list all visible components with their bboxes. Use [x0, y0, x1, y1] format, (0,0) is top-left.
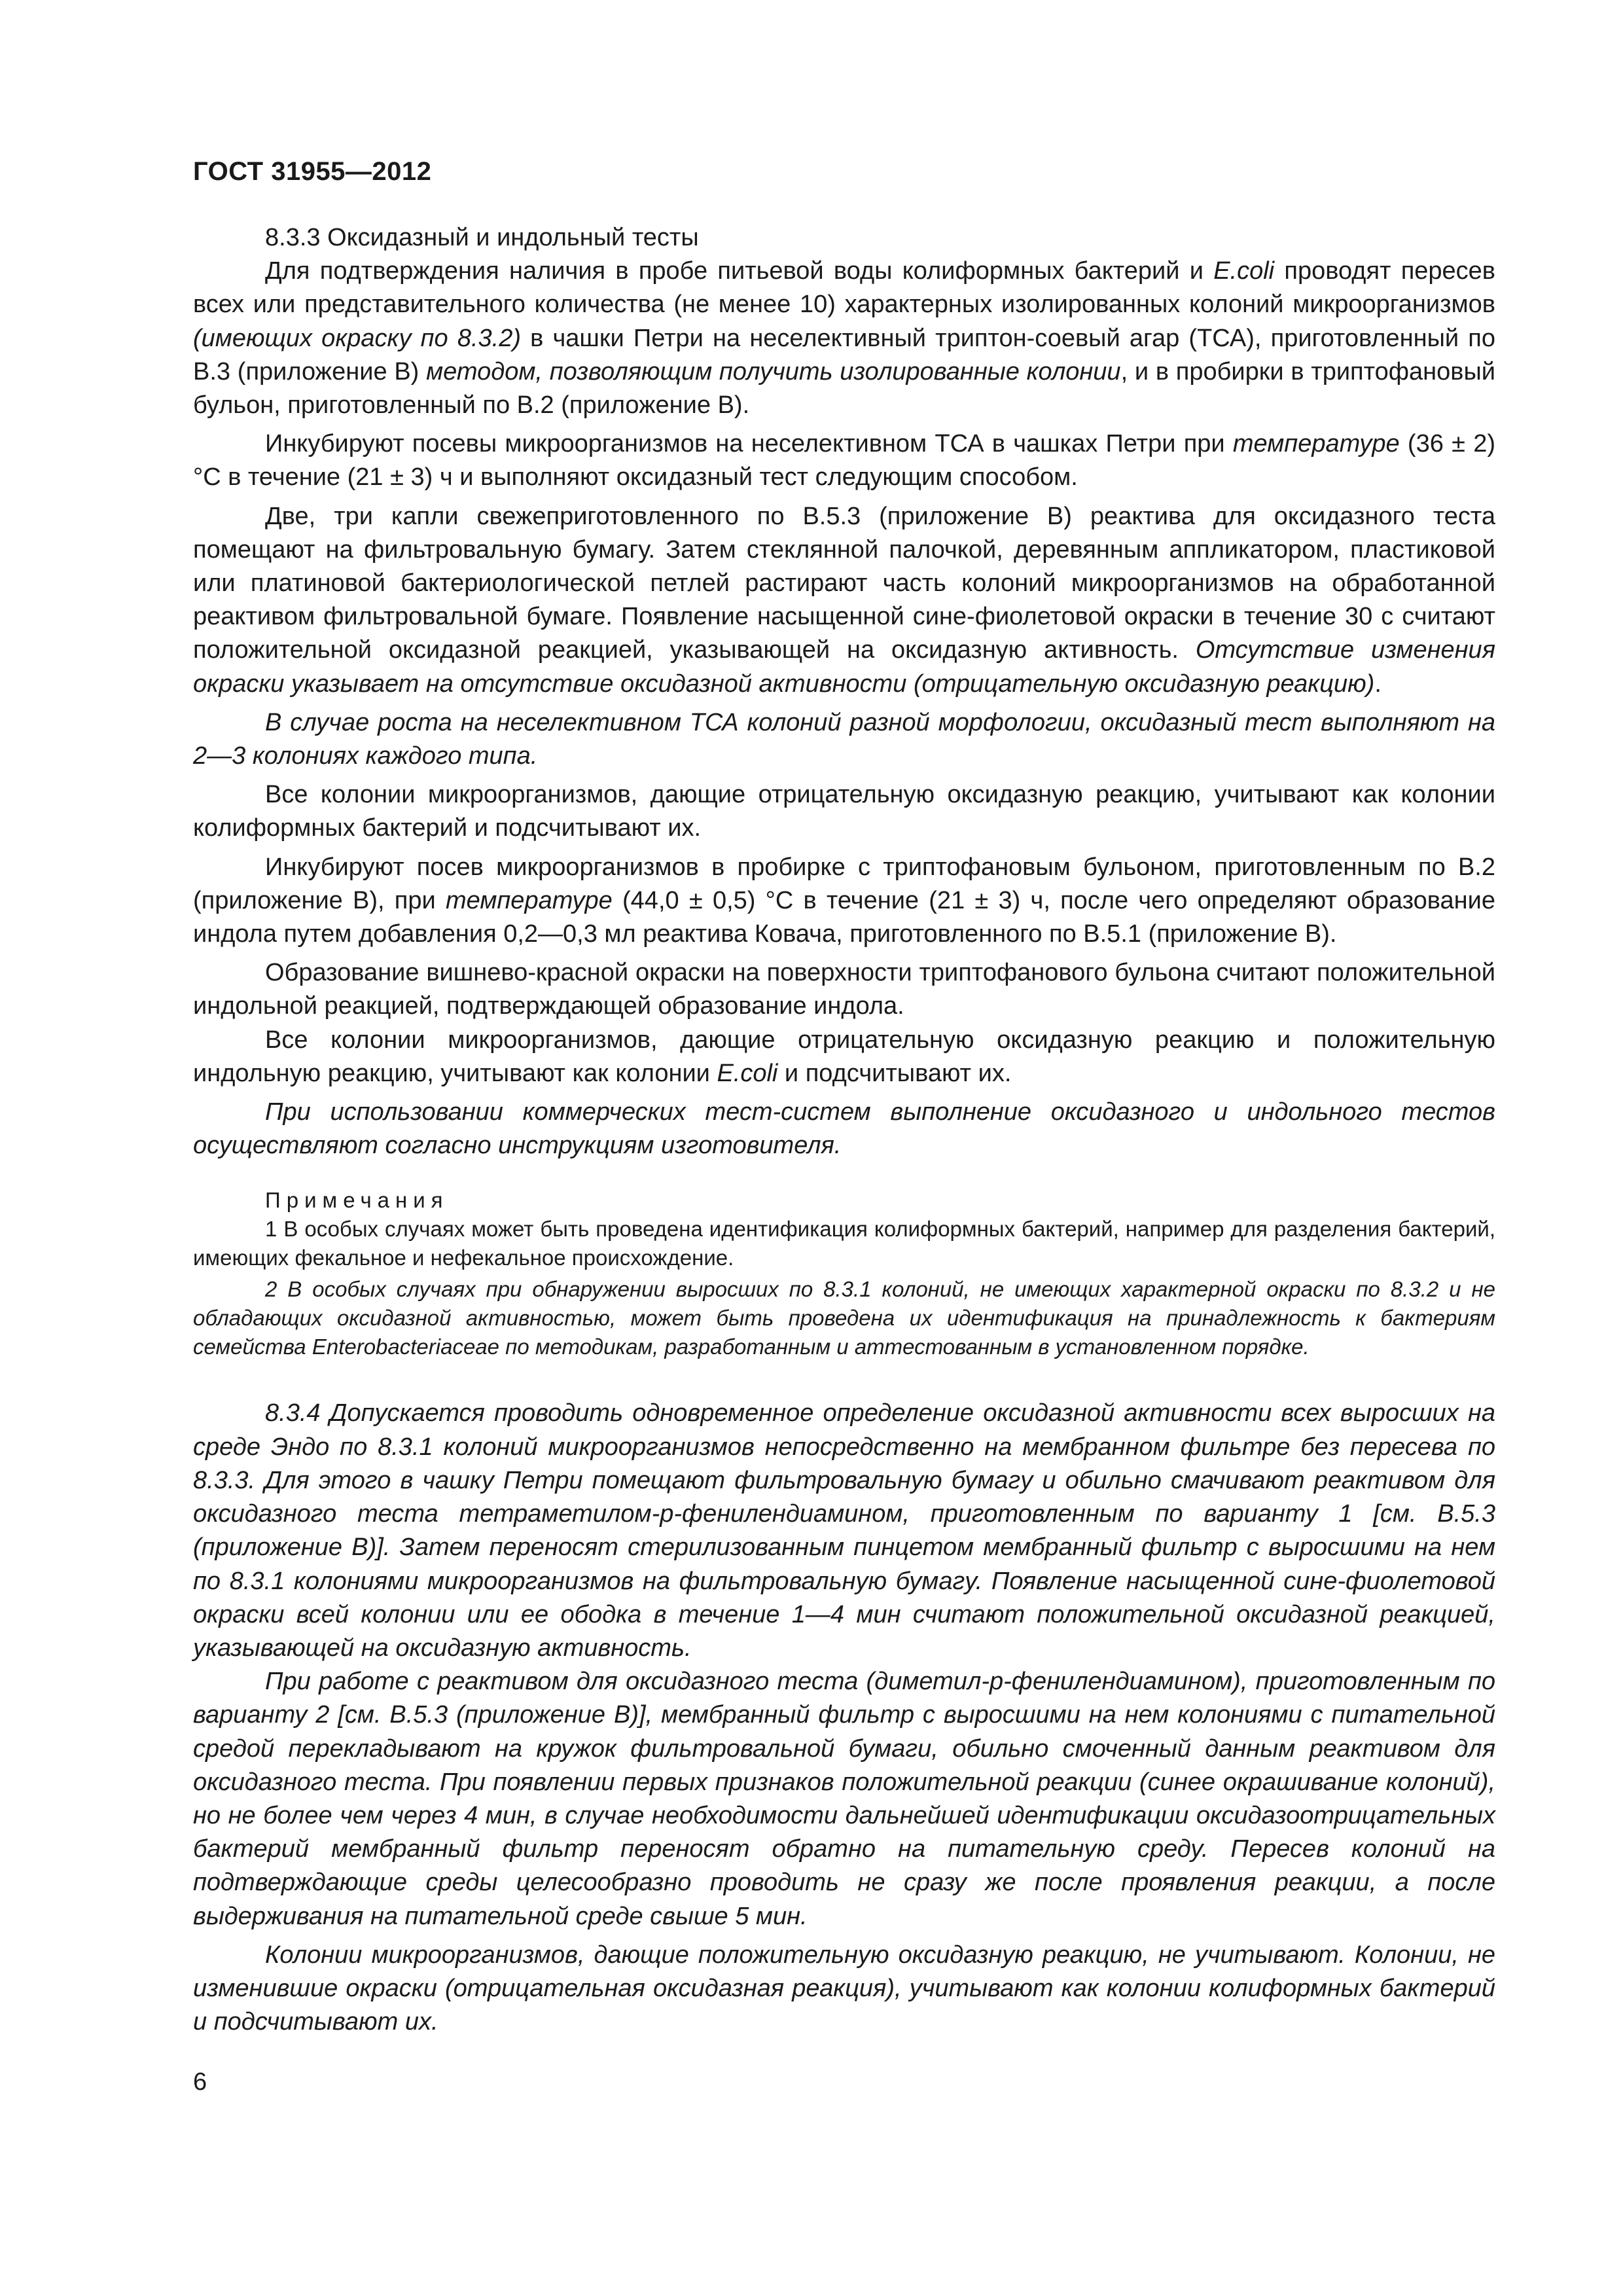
paragraph-8-3-3-2	[193, 427, 1495, 494]
italic-run: Отсутствие изменения окраски указывает на отсутствие оксидазной активности (отрицательную оксидазную реакцию)	[193, 636, 1495, 698]
text-run: в чашки Петри на неселективный триптон-соевый агар (ТСА), приготовленный по В.3 (приложение В)	[193, 324, 1495, 386]
paragraph-8-3-3-1	[193, 255, 1495, 422]
paragraph-8-3-4-2	[193, 1665, 1495, 1933]
text-run: .	[1374, 670, 1382, 698]
italic-run: 8.3.4 Допускается проводить одновременное определение оксидазной активности всех выросших на среде Эндо по 8.3.1 колоний микроорганизмов непосредственно на мембранном фильтре без пересева по 8.3.3. Для этого в чашку Петри помещают фильтровальную бумагу и обильно смачивают реактивом для оксидазного теста тетраметилом-p-фенилендиамином, приготовленным по варианту 1 [см. В.5.3 (приложение В)]. Затем переносят стерилизованным пинцетом мембранный фильтр с выросшими на нем по 8.3.1 колониями микроорганизмов на фильтровальную бумагу. Появление насыщенной сине-фиолетовой окраски всей колонии или ее ободка в течение 1—4 мин считают положительной оксидазной реакцией, указывающей на оксидазную активность.	[193, 1399, 1495, 1662]
paragraph-8-3-3-8	[193, 1024, 1495, 1090]
page-content	[193, 221, 1495, 2039]
paragraph-8-3-3-6	[193, 851, 1495, 952]
text-run: Две, три капли свежеприготовленного по В.5.3 (приложение В) реактива для оксидазного теста помещают на фильтровальную бумагу. Затем стеклянной палочкой, деревянным аппликатором, пластиковой или платиновой бактериологической петлей растирают часть колоний микроорганизмов на обработанной реактивом фильтровальной бумаге. Появление насыщенной сине-фиолетовой окраски в течение 30 с считают положительной оксидазной реакцией, указывающей на оксидазную активность.	[193, 502, 1495, 664]
italic-run: температуре	[1232, 430, 1400, 458]
text-run: и подсчитывают их.	[777, 1059, 1012, 1087]
page-number: 6	[193, 2068, 207, 2096]
italic-run: E.coli	[717, 1059, 778, 1087]
italic-run: При работе с реактивом для оксидазного теста (диметил-p-фенилендиамином), приготовленным по варианту 2 [см. В.5.3 (приложение В)], мембранный фильтр с выросшими на нем колониями с питательной средой перекладывают на кружок фильтровальной бумаги, обильно смоченный данным реактивом для оксидазного теста. При появлении первых признаков положительной реакции (синее окрашивание колоний), но не более чем через 4 мин, в случае необходимости дальнейшей идентификации оксидазоотрицательных бактерий мембранный фильтр переносят обратно на питательную среду. Пересев колоний на подтверждающие среды целесообразно проводить не сразу же после проявления реакции, а после выдерживания на питательной среде свыше 5 мин.	[193, 1668, 1495, 1930]
text-run: Инкубируют посевы микроорганизмов на неселективном ТСА в чашках Петри при	[265, 430, 1233, 458]
text-run: (36 ± 2) °С в течение (21 ± 3) ч и выполняют оксидазный тест следующим способом.	[193, 430, 1495, 492]
document-code: ГОСТ 31955—2012	[193, 157, 432, 186]
text-run: Инкубируют посев микроорганизмов в пробирке с триптофановым бульоном, приготовленным по В.2 (приложение В), при	[193, 853, 1495, 914]
paragraph-8-3-4-1	[193, 1397, 1495, 1665]
text-run: , и в пробирки в триптофановый бульон, приготовленный по В.2 (приложение В).	[193, 357, 1495, 420]
italic-run: В случае роста на неселективном ТСА колоний разной морфологии, оксидазный тест выполняют на 2—3 колониях каждого типа.	[193, 708, 1495, 770]
paragraph-8-3-3-3	[193, 500, 1495, 701]
paragraph-8-3-3-7: Образование вишнево-красной окраски на поверхности триптофанового бульона считают положительной индольной реакцией, подтверждающей образование индола.	[193, 959, 1495, 1020]
italic-run: (имеющих окраску по 8.3.2)	[193, 324, 521, 352]
paragraph-8-3-3-9	[193, 1096, 1495, 1162]
paragraph-8-3-3-5: Все колонии микроорганизмов, дающие отрицательную оксидазную реакцию, учитывают как колонии колиформных бактерий и подсчитывают их.	[193, 781, 1495, 842]
text-run: Все колонии микроорганизмов, дающие отрицательную оксидазную реакцию и положительную индольную реакцию, учитывают как колонии	[193, 1026, 1495, 1087]
paragraph-8-3-4-3	[193, 1939, 1495, 2039]
italic-run: температуре	[445, 886, 613, 914]
paragraph-8-3-3-4	[193, 706, 1495, 773]
italic-run: При использовании коммерческих тест-систем выполнение оксидазного и индольного тестов осуществляют согласно инструкциям изготовителя.	[193, 1098, 1495, 1160]
note-2	[193, 1275, 1495, 1361]
italic-run: 2 В особых случаях при обнаружении выросших по 8.3.1 колоний, не имеющих характерной окраски по 8.3.2 и не обладающих оксидазной активностью, может быть проведена их идентификация на принадлежность к бактериям семейства Enterobacteriaceae по методикам, разработанным и аттестованным в установленном порядке.	[193, 1277, 1495, 1359]
section-heading-8-3-3: 8.3.3 Оксидазный и индольный тесты	[265, 224, 699, 251]
text-run: (44,0 ± 0,5) °С в течение (21 ± 3) ч, после чего определяют образование индола путем добавления 0,2—0,3 мл реактива Ковача, приготовленного по В.5.1 (приложение В).	[193, 886, 1496, 948]
note-1: 1 В особых случаях может быть проведена идентификация колиформных бактерий, например для разделения бактерий, имеющих фекальное и нефекальное происхождение.	[193, 1217, 1495, 1270]
italic-run: методом, позволяющим получить изолированные колонии	[426, 357, 1121, 386]
italic-run: Колонии микроорганизмов, дающие положительную оксидазную реакцию, не учитывают. Колонии, не изменившие окраски (отрицательная оксидазная реакция), учитывают как колонии колиформных бактерий и подсчитывают их.	[193, 1941, 1495, 2036]
text-run: Для подтверждения наличия в пробе питьевой воды колиформных бактерий и	[265, 257, 1214, 285]
italic-run: E.coli	[1213, 257, 1275, 285]
notes-title: Примечания	[265, 1188, 449, 1213]
text-run: проводят пересев всех или представительного количества (не менее 10) характерных изолированных колоний микроорганизмов	[193, 257, 1495, 319]
